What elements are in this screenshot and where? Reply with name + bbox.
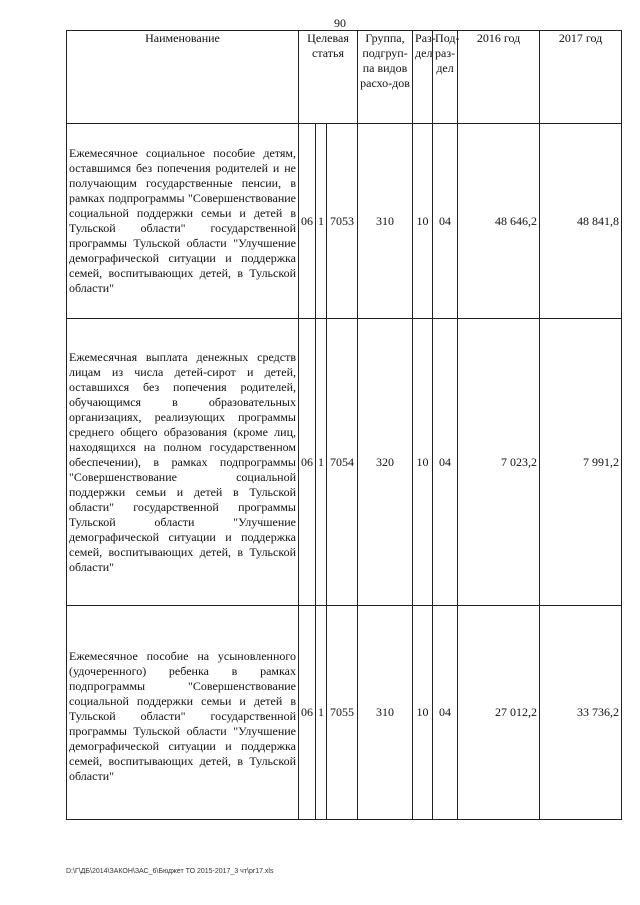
subsection-code: 04 [433,606,458,820]
header-group: Группа, подгруп-па видов расхо-дов [358,31,413,124]
header-name: Наименование [67,31,299,124]
table-row [67,124,622,319]
subsection-code: 04 [433,124,458,319]
target-article-part-2: 1 [316,319,327,606]
target-article-part-3: 7055 [327,606,358,820]
target-article-part-3: 7054 [327,319,358,606]
row-name: Ежемесячное пособие на усыновленного (удочеренного) ребенка в рамках подпрограммы "Совершенствование социальной поддержки семьи и детей в Тульской области" государственной программы Тульской области "Улучшение демографической ситуации и поддержка семей, воспитывающих детей, в Тульской области" [67,606,299,820]
table-header-row [67,31,622,124]
header-subsection: Под-раз-дел [433,31,458,124]
section-code: 10 [413,319,433,606]
header-year-2016: 2016 год [458,31,540,124]
amount-2017: 7 991,2 [540,319,622,606]
header-section: Раз-дел [413,31,433,124]
target-article-part-1: 06 [299,319,316,606]
expense-group: 310 [358,124,413,319]
header-target-article: Целевая статья [299,31,358,124]
target-article-part-1: 06 [299,124,316,319]
amount-2017: 48 841,8 [540,124,622,319]
expense-group: 310 [358,606,413,820]
expense-group: 320 [358,319,413,606]
section-code: 10 [413,124,433,319]
subsection-code: 04 [433,319,458,606]
amount-2016: 7 023,2 [458,319,540,606]
row-name: Ежемесячная выплата денежных средств лицам из числа детей-сирот и детей, оставшихся без попечения родителей, обучающимся в образовательных организациях, реализующих программы среднего общего образования (кроме лиц, находящихся на полном государственном обеспечении), в рамках подпрограммы "Совершенствование социальной поддержки семьи и детей в Тульской области" государственной программы Тульской области "Улучшение демографической ситуации и поддержка семей, воспитывающих детей, в Тульской области" [67,319,299,606]
target-article-part-2: 1 [316,606,327,820]
amount-2017: 33 736,2 [540,606,622,820]
amount-2016: 48 646,2 [458,124,540,319]
budget-table [66,30,622,820]
section-code: 10 [413,606,433,820]
table-row [67,319,622,606]
header-year-2017: 2017 год [540,31,622,124]
page-number: 90 [334,16,346,30]
table-row [67,606,622,820]
amount-2016: 27 012,2 [458,606,540,820]
target-article-part-3: 7053 [327,124,358,319]
row-name: Ежемесячное социальное пособие детям, оставшимся без попечения родителей и не получающим государственные пенсии, в рамках подпрограммы "Совершенствование социальной поддержки семьи и детей в Тульской области" государственной программы Тульской области "Улучшение демографической ситуации и поддержка семей, воспитывающих детей, в Тульской области" [67,124,299,319]
file-path-footer: D:\Г\ДБ\2014\ЗАКОН\ЗАС_6\Бюджет ТО 2015-2017_3 чт\pr17.xls [66,868,274,875]
target-article-part-1: 06 [299,606,316,820]
target-article-part-2: 1 [316,124,327,319]
